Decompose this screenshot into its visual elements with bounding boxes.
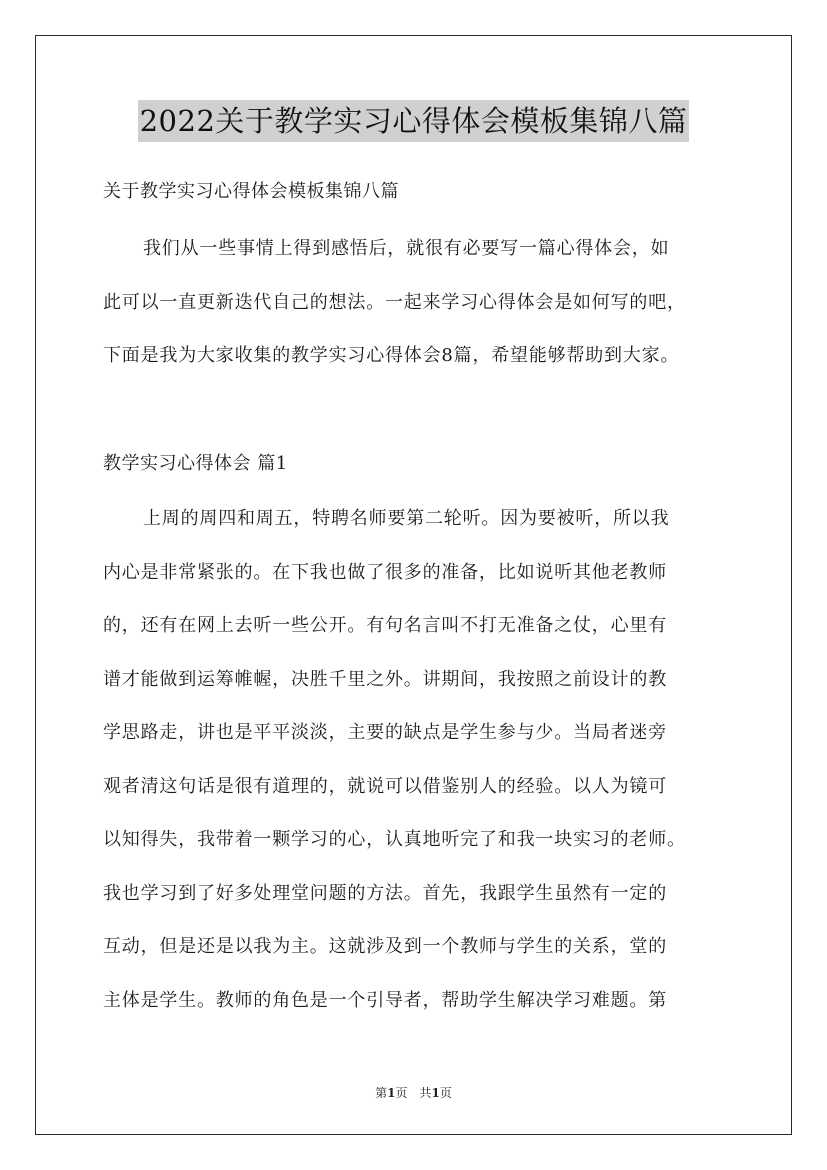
intro-line: 下面是我为大家收集的教学实习心得体会8篇，希望能够帮助到大家。 [103,345,680,366]
footer-suffix: 页 [439,1086,452,1100]
body-line: 主体是学生。教师的角色是一个引导者，帮助学生解决学习难题。第 [103,989,667,1011]
body-line: 的，还有在网上去听一些公开。有句名言叫不打无准备之仗，心里有 [103,615,667,636]
body-line: 互动，但是还是以我为主。这就涉及到一个教师与学生的关系，堂的 [103,936,667,957]
footer-mid: 页 共 [395,1086,432,1100]
body-line: 以知得失，我带着一颗学习的心，认真地听完了和我一块实习的老师。 [103,829,686,850]
footer-page-current: 1 [387,1086,396,1100]
footer-page-total: 1 [431,1086,440,1100]
page-footer [0,1084,827,1102]
body-line: 上周的周四和周五，特聘名师要第二轮听。因为要被听，所以我 [143,508,670,529]
intro-paragraph [103,222,743,383]
body-line: 我也学习到了好多处理堂问题的方法。首先，我跟学生虽然有一定的 [103,882,667,904]
intro-line: 此可以一直更新迭代自己的想法。一起来学习心得体会是如何写的吧， [103,291,686,313]
body-line: 谱才能做到运筹帷幄，决胜千里之外。讲期间，我按照之前设计的教 [103,668,667,690]
intro-line: 我们从一些事情上得到感悟后，就很有必要写一篇心得体会，如 [143,238,670,259]
document-subtitle: 关于教学实习心得体会模板集锦八篇 [103,181,399,202]
footer-prefix: 第 [375,1086,388,1100]
document-title: 2022关于教学实习心得体会模板集锦八篇 [138,100,690,142]
section-heading: 教学实习心得体会 篇1 [103,453,288,474]
body-line: 学思路走，讲也是平平淡淡，主要的缺点是学生参与少。当局者迷旁 [103,722,667,743]
body-line: 观者清这句话是很有道理的，就说可以借鉴别人的经验。以人为镜可 [103,775,667,797]
body-paragraph [103,492,743,1027]
title-container [0,100,827,142]
body-line: 内心是非常紧张的。在下我也做了很多的准备，比如说听其他老教师 [103,561,667,583]
